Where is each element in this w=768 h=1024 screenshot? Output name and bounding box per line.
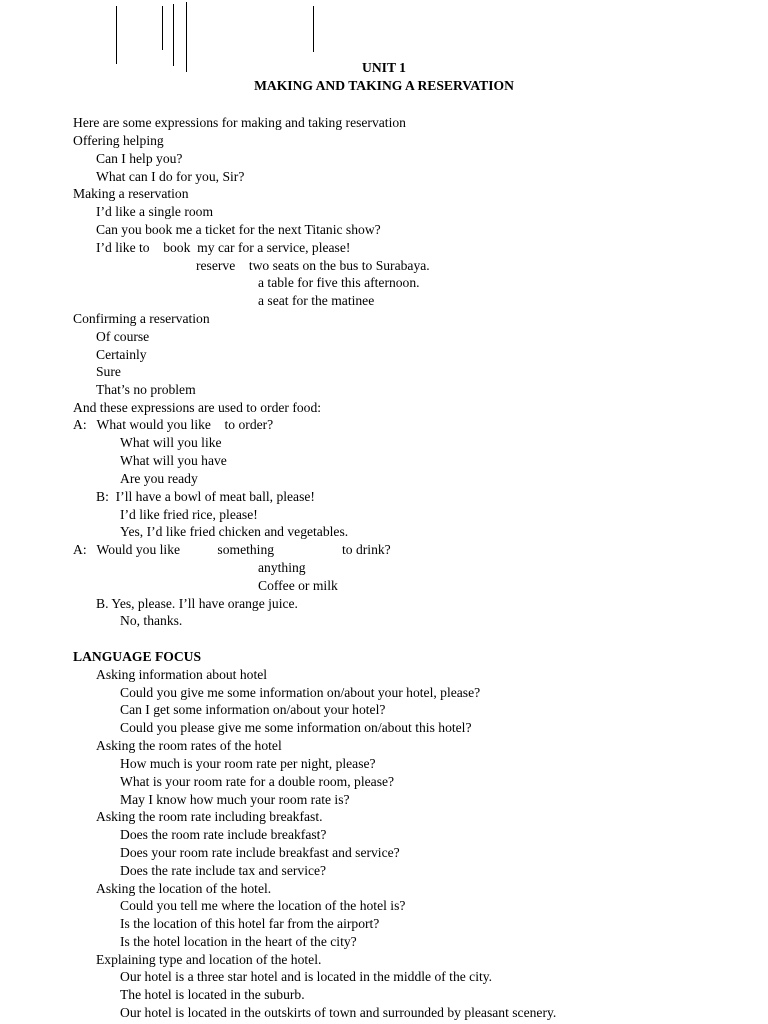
text-line: The hotel is located in the suburb. <box>120 987 305 1002</box>
text-line: Can you book me a ticket for the next Titanic show? <box>96 222 381 237</box>
text-line: Sure <box>96 364 121 379</box>
text-line: How much is your room rate per night, please? <box>120 756 376 771</box>
text-line: Our hotel is a three star hotel and is located in the middle of the city. <box>120 969 493 984</box>
text-line: No, thanks. <box>120 613 183 628</box>
text-line: Here are some expressions for making and taking reservation <box>73 115 406 130</box>
text-line: B: I’ll have a bowl of meat ball, please! <box>96 489 315 504</box>
text-line: Could you give me some information on/about your hotel, please? <box>120 685 481 700</box>
text-line: May I know how much your room rate is? <box>120 792 350 807</box>
text-line: Asking the location of the hotel. <box>96 881 272 896</box>
text-line: That’s no problem <box>96 382 196 397</box>
text-line: Offering helping <box>73 133 164 148</box>
text-line: anything <box>258 560 306 575</box>
text-line: A: Would you like something to drink? <box>73 542 391 557</box>
text-line: What is your room rate for a double room, please? <box>120 774 395 789</box>
text-line: Yes, I’d like fried chicken and vegetables. <box>120 524 349 539</box>
text-line: Is the location of this hotel far from the airport? <box>120 916 380 931</box>
text-line: Our hotel is located in the outskirts of town and surrounded by pleasant scenery. <box>120 1005 557 1020</box>
text-line: A: What would you like to order? <box>73 417 274 432</box>
text-line: Confirming a reservation <box>73 311 210 326</box>
text-line: Are you ready <box>120 471 198 486</box>
text-line: Can I help you? <box>96 151 183 166</box>
text-line: B. Yes, please. I’ll have orange juice. <box>96 596 298 611</box>
text-line: Coffee or milk <box>258 578 338 593</box>
text-line: I’d like to book my car for a service, please! <box>96 240 351 255</box>
text-line: Is the hotel location in the heart of the city? <box>120 934 357 949</box>
text-line: And these expressions are used to order food: <box>73 400 322 415</box>
text-line: Could you tell me where the location of the hotel is? <box>120 898 406 913</box>
text-line: Asking the room rate including breakfast. <box>96 809 323 824</box>
page-title: MAKING AND TAKING A RESERVATION <box>254 78 514 93</box>
text-line: Of course <box>96 329 150 344</box>
text-line: Does the rate include tax and service? <box>120 863 327 878</box>
text-line: I’d like a single room <box>96 204 214 219</box>
text-line: Could you please give me some information on/about this hotel? <box>120 720 472 735</box>
text-line: Explaining type and location of the hotel. <box>96 952 322 967</box>
text-line: a seat for the matinee <box>258 293 375 308</box>
text-line: Does the room rate include breakfast? <box>120 827 327 842</box>
section-heading: LANGUAGE FOCUS <box>73 649 202 664</box>
text-line: Does your room rate include breakfast and service? <box>120 845 400 860</box>
decorative-rule-2 <box>162 6 163 50</box>
decorative-rule-3 <box>173 4 174 66</box>
text-line: I’d like fried rice, please! <box>120 507 258 522</box>
text-line: a table for five this afternoon. <box>258 275 420 290</box>
text-line: Certainly <box>96 347 147 362</box>
text-line: What will you have <box>120 453 227 468</box>
text-line: Asking information about hotel <box>96 667 268 682</box>
text-line: reserve two seats on the bus to Surabaya. <box>196 258 430 273</box>
unit-heading: UNIT 1 <box>362 60 406 75</box>
decorative-rule-5 <box>313 6 314 52</box>
text-line: What will you like <box>120 435 222 450</box>
text-line: Asking the room rates of the hotel <box>96 738 282 753</box>
text-line: What can I do for you, Sir? <box>96 169 245 184</box>
text-line: Can I get some information on/about your hotel? <box>120 702 386 717</box>
text-line: Making a reservation <box>73 186 189 201</box>
decorative-rule-1 <box>116 6 117 64</box>
